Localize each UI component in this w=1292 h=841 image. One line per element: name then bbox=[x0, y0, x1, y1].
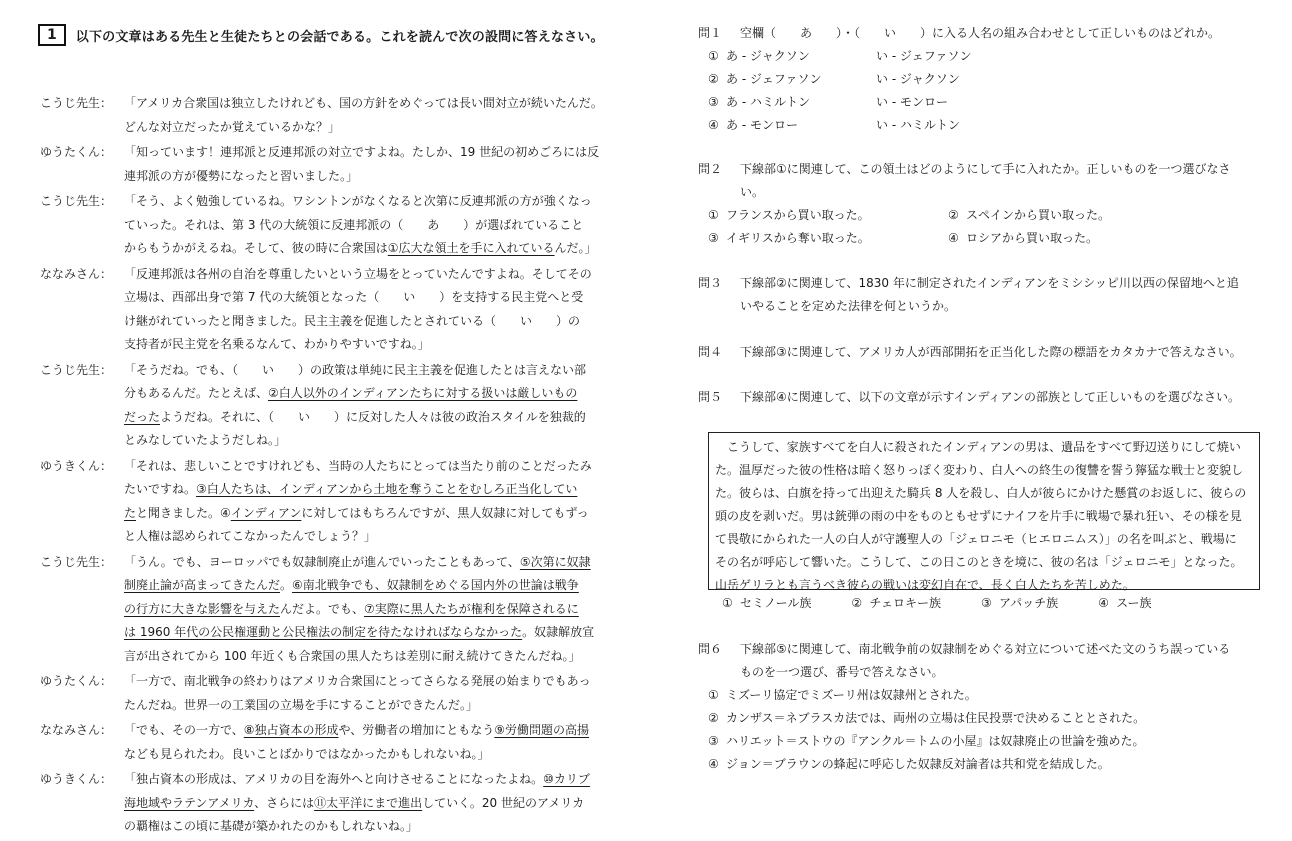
text-segment: 言が出されてから 100 年近くも合衆国の黒人たちは差別に耐え続けてきたんだね。」 bbox=[124, 648, 581, 663]
text-segment: 「そう、よく勉強しているね。ワシントンがなくなると次第に反連邦派の方が強くなっ bbox=[124, 194, 592, 208]
dialogue bbox=[40, 92, 625, 841]
option-item bbox=[948, 204, 1188, 227]
question-text: 下線部⑤に関連して、南北戦争前の奴隷制をめぐる対立について述べた文のうち誤っている bbox=[740, 642, 1231, 656]
text-segment: たいですね。 bbox=[124, 482, 197, 496]
speech-line bbox=[124, 406, 625, 430]
right-page bbox=[650, 0, 1292, 800]
option-number: ① bbox=[708, 688, 719, 702]
dialogue-turn bbox=[40, 455, 625, 549]
speech-line bbox=[124, 165, 625, 189]
passage-line: 山岳ゲリラとも言うべき彼らの戦いは変幻自在で、長く白人たちを苦しめた。 bbox=[715, 578, 1135, 592]
underlined-phrase: ③白人たちは、インディアンから土地を奪うことをむしろ正当化してい bbox=[196, 482, 578, 496]
text-segment: 「そうだね。でも、（ い ）の政策は単純に民主主義を促進したとは言えない部 bbox=[124, 362, 587, 377]
text-segment: と聞きました。④ bbox=[136, 505, 231, 520]
speech-text bbox=[124, 359, 625, 453]
option-a: あ - ジャクソン bbox=[726, 49, 810, 63]
dialogue-turn bbox=[40, 551, 625, 669]
dialogue-turn bbox=[40, 141, 625, 188]
passage-box bbox=[708, 432, 1260, 590]
underlined-phrase: の行方に大きな影響を与えた bbox=[124, 601, 281, 616]
dialogue-turn bbox=[40, 263, 625, 357]
question-text: 空欄（ あ ）・（ い ）に入る人名の組み合わせとして正しいものはどれか。 bbox=[740, 26, 1221, 40]
left-page bbox=[0, 0, 640, 833]
underlined-phrase: インディアン bbox=[230, 505, 302, 520]
text-segment: 「でも、その一方で、 bbox=[124, 723, 244, 737]
passage-line: こうして、家族すべてを白人に殺されたインディアンの男は、遺品をすべて野辺送りにして焼い bbox=[715, 440, 1241, 454]
speech-text bbox=[124, 768, 625, 839]
underlined-phrase: は 1960 年代の公民権運動と公民権法の制定を待たなければならなかった bbox=[124, 625, 523, 639]
underlined-phrase: 海地域やラテンアメリカ bbox=[124, 795, 255, 810]
passage-line: て畏敬にかられた一人の白人が守護聖人の「ジェロニモ（ヒエロニムス）」の名を叫ぶと、戦場に bbox=[715, 532, 1237, 546]
question-label: 問２ bbox=[698, 162, 723, 176]
speech-text bbox=[124, 190, 625, 261]
option-number: ② bbox=[708, 711, 719, 725]
text-segment: や、労働者の増加にともなう bbox=[338, 723, 495, 737]
option-text: アパッチ族 bbox=[999, 596, 1059, 610]
option-item bbox=[981, 594, 1058, 611]
option-item bbox=[851, 594, 941, 611]
underlined-phrase: た bbox=[124, 505, 137, 520]
text-segment: たんだね。世界一の工業国の立場を手にすることができたんだ。」 bbox=[124, 697, 479, 712]
option-number: ③ bbox=[981, 596, 992, 610]
question-text-cont: いやることを定めた法律を何というか。 bbox=[740, 299, 957, 313]
speech-line bbox=[124, 719, 625, 743]
underlined-phrase: ⑤次第に奴隷 bbox=[519, 554, 591, 569]
option-list bbox=[708, 45, 1258, 137]
question-text: 下線部③に関連して、アメリカ人が西部開拓を正当化した際の標語をカタカナで答えなさい。 bbox=[740, 345, 1242, 359]
speech-line bbox=[124, 792, 625, 816]
text-segment: け継がれていったと聞きました。民主主義を促進したとされている（ い ）の bbox=[124, 313, 581, 328]
speech-line bbox=[124, 429, 625, 453]
speaker-name: こうじ先生： bbox=[40, 362, 113, 377]
option-number: ② bbox=[708, 72, 719, 86]
speaker-name: ゆうたくん： bbox=[40, 145, 113, 159]
option-item bbox=[948, 227, 1188, 250]
option-item bbox=[708, 114, 1258, 137]
option-number: ① bbox=[708, 49, 719, 63]
text-segment: していく。20 世紀のアメリカ bbox=[422, 795, 585, 810]
text-segment: どんな対立だったか覚えているかな？」 bbox=[124, 119, 341, 134]
speech-line bbox=[124, 92, 625, 116]
option-a: あ - ハミルトン bbox=[726, 95, 810, 109]
speaker-name: ななみさん： bbox=[40, 723, 113, 737]
question-5 bbox=[698, 386, 1258, 409]
speech-text bbox=[124, 670, 625, 717]
underlined-phrase: ⑪太平洋にまで進出 bbox=[314, 795, 423, 810]
text-segment: 「一方で、南北戦争の終わりはアメリカ合衆国にとってさらなる発展の始まりでもあっ bbox=[124, 674, 591, 688]
option-item bbox=[708, 730, 1258, 753]
text-segment: 「アメリカ合衆国は独立したけれども、国の方針をめぐっては長い間対立が続いたんだ。 bbox=[124, 96, 603, 110]
option-text: セミノール族 bbox=[740, 596, 812, 610]
speech-line bbox=[124, 551, 625, 575]
speech-line bbox=[124, 502, 625, 526]
option-item bbox=[708, 204, 948, 227]
speech-line bbox=[124, 670, 625, 694]
option-text: フランスから買い取った。 bbox=[726, 208, 870, 222]
option-a: あ - ジェファソン bbox=[726, 72, 822, 86]
option-item bbox=[708, 753, 1258, 776]
question-number-box: 1 bbox=[38, 24, 66, 46]
passage-line: 頭の皮を剥いだ。男は銃弾の雨の中をものともせずにナイフを片手に戦場で暴れ狂い、その様を見 bbox=[715, 509, 1242, 523]
speech-line bbox=[124, 382, 625, 406]
speech-line bbox=[124, 190, 625, 214]
question-label: 問１ bbox=[698, 26, 723, 40]
text-segment: 。奴隷解放宣 bbox=[522, 625, 595, 639]
question-text-cont: ものを一つ選び、番号で答えなさい。 bbox=[740, 665, 944, 679]
option-number: ④ bbox=[948, 231, 959, 245]
question-3 bbox=[698, 272, 1258, 318]
option-text: スペインから買い取った。 bbox=[966, 208, 1111, 222]
question-label: 問５ bbox=[698, 390, 723, 404]
speech-line bbox=[124, 263, 625, 287]
option-text: ロシアから買い取った。 bbox=[966, 231, 1099, 245]
passage-line: た。彼らは、白旗を持って出迎えた騎兵 8 人を殺し、白人が彼らにかけた懸賞のお返しに、彼らの bbox=[715, 486, 1247, 500]
dialogue-turn bbox=[40, 719, 625, 766]
text-segment: ていった。それは、第 3 代の大統領に反連邦派の（ あ ）が選ばれていること bbox=[124, 217, 584, 232]
option-list bbox=[708, 204, 1258, 250]
underlined-phrase: ⑧独占資本の形成 bbox=[243, 723, 339, 737]
underlined-phrase: 制廃止論が高まってきたんだ bbox=[124, 578, 281, 592]
speech-line bbox=[124, 286, 625, 310]
underlined-phrase: ⑦実際に黒人たちが権利を保障されるに bbox=[364, 601, 579, 616]
option-item bbox=[708, 68, 1258, 91]
passage-line: その名が呼応して響いた。こうして、この日このときを境に、彼の名は「ジェロニモ」となった。 bbox=[715, 555, 1243, 569]
text-segment: の覇権はこの頃に基礎が築かれたのかもしれないね。」 bbox=[124, 819, 419, 833]
dialogue-turn bbox=[40, 670, 625, 717]
speech-text bbox=[124, 455, 625, 549]
speech-line bbox=[124, 116, 625, 140]
option-item bbox=[708, 707, 1258, 730]
option-number: ② bbox=[851, 596, 863, 610]
option-number: ③ bbox=[708, 95, 719, 109]
speaker-name: ゆうきくん： bbox=[40, 458, 113, 473]
option-number: ① bbox=[708, 208, 719, 222]
question-text: 下線部④に関連して、以下の文章が示すインディアンの部族として正しいものを選びなさい。 bbox=[740, 390, 1241, 404]
text-segment: 分もあるんだ。たとえば、 bbox=[124, 386, 269, 400]
speech-line bbox=[124, 141, 625, 165]
question-label: 問６ bbox=[698, 642, 723, 656]
speech-line bbox=[124, 455, 625, 479]
option-number: ③ bbox=[708, 734, 719, 748]
speech-line bbox=[124, 310, 625, 334]
speech-line bbox=[124, 694, 625, 718]
option-item bbox=[708, 684, 1258, 707]
question-text: 下線部②に関連して、1830 年に制定されたインディアンをミシシッピ川以西の保留地へと追 bbox=[740, 276, 1239, 290]
speech-line bbox=[124, 237, 625, 261]
text-segment: 「知っています！連邦派と反連邦派の対立ですよね。たしか、19 世紀の初めごろには反 bbox=[124, 145, 600, 159]
text-segment: に対してはもちろんですが、黒人奴隷に対してもずっ bbox=[301, 505, 589, 520]
text-segment: 。 bbox=[280, 578, 293, 592]
speech-line bbox=[124, 574, 625, 598]
underlined-phrase: だった bbox=[124, 409, 161, 424]
text-segment: 立場は、西部出身で第 7 代の大統領となった（ い ）を支持する民主党へと受 bbox=[124, 290, 584, 304]
passage-line: た。温厚だった彼の性格は暗く怒りっぽく変わり、白人への終生の復讐を誓う獰猛な戦士と変貌し bbox=[715, 463, 1244, 477]
text-segment: 支持者が民主党を名乗るなんて、わかりやすいですね。」 bbox=[124, 337, 430, 351]
option-text: ジョン＝ブラウンの蜂起に呼応した奴隷反対論者は共和党を結成した。 bbox=[726, 757, 1110, 771]
text-segment: 「独占資本の形成は、アメリカの目を海外へと向けさせることになったよね。 bbox=[124, 772, 544, 786]
option-text: スー族 bbox=[1116, 596, 1152, 610]
dialogue-turn bbox=[40, 768, 625, 839]
instruction-text: 以下の文章はある先生と生徒たちとの会話である。これを読んで次の設問に答えなさい。 bbox=[75, 29, 604, 45]
option-a: あ - モンロー bbox=[726, 118, 798, 132]
text-segment: と人権は認められてこなかったんでしょう？」 bbox=[124, 529, 377, 543]
speech-line bbox=[124, 359, 625, 383]
text-segment: 「反連邦派は各州の自治を尊重したいという立場をとっていたんですよね。そしてその bbox=[124, 266, 592, 281]
speech-text bbox=[124, 719, 625, 766]
speech-line bbox=[124, 743, 625, 767]
option-number: ④ bbox=[708, 118, 719, 132]
dialogue-turn bbox=[40, 190, 625, 261]
option-number: ④ bbox=[1098, 596, 1109, 610]
speech-line bbox=[124, 333, 625, 357]
speaker-name: こうじ先生： bbox=[40, 554, 113, 569]
text-segment: んだよ。でも、 bbox=[280, 601, 365, 616]
question-text: 下線部①に関連して、この領土はどのようにして手に入れたか。正しいものを一つ選びなさ bbox=[740, 162, 1231, 176]
speech-line bbox=[124, 598, 625, 622]
option-text: チェロキー族 bbox=[869, 596, 942, 610]
question-1 bbox=[698, 22, 1258, 137]
option-text: ミズーリ協定でミズーリ州は奴隷州とされた。 bbox=[726, 688, 977, 702]
option-list bbox=[708, 684, 1258, 776]
text-segment: なども見られたわ。良いことばかりではなかったかもしれないね。」 bbox=[124, 746, 490, 761]
text-segment: 「それは、悲しいことですけれども、当時の人たちにとっては当たり前のことだったみ bbox=[124, 458, 592, 473]
option-b: い - ジャクソン bbox=[876, 72, 960, 86]
underlined-phrase: ①広大な領土を手に入れている bbox=[387, 241, 555, 255]
option-item bbox=[708, 91, 1258, 114]
question-4 bbox=[698, 341, 1258, 364]
option-item bbox=[708, 45, 1258, 68]
speech-line bbox=[124, 768, 625, 792]
option-number: ② bbox=[948, 208, 959, 222]
speaker-name: ななみさん： bbox=[40, 266, 113, 281]
dialogue-turn bbox=[40, 92, 625, 139]
speech-line bbox=[124, 214, 625, 238]
option-b: い - モンロー bbox=[876, 95, 948, 109]
speech-line bbox=[124, 815, 625, 839]
speech-line bbox=[124, 645, 625, 669]
speaker-name: こうじ先生： bbox=[40, 96, 113, 110]
option-b: い - ジェファソン bbox=[876, 49, 972, 63]
speech-text bbox=[124, 551, 625, 669]
text-segment: 、さらには bbox=[254, 795, 315, 810]
speech-line bbox=[124, 525, 625, 549]
option-number: ① bbox=[722, 596, 733, 610]
text-segment: 「うん。でも、ヨーロッパでも奴隷制廃止が進んでいったこともあって、 bbox=[124, 554, 520, 569]
text-segment: とみなしていたようだしね。」 bbox=[124, 433, 287, 447]
speaker-name: ゆうたくん： bbox=[40, 674, 113, 688]
option-text: イギリスから奪い取った。 bbox=[726, 231, 870, 245]
text-segment: 連邦派の方が優勢になったと習いました。」 bbox=[124, 168, 359, 183]
speech-text bbox=[124, 141, 625, 188]
option-number: ④ bbox=[708, 757, 719, 771]
question-text-cont: い。 bbox=[740, 185, 765, 199]
option-text: ハリエット＝ストウの『アンクル＝トムの小屋』は奴隷廃止の世論を強めた。 bbox=[726, 734, 1145, 748]
option-list bbox=[722, 594, 1152, 611]
question-header bbox=[38, 24, 604, 46]
speaker-name: ゆうきくん： bbox=[40, 772, 113, 786]
question-label: 問４ bbox=[698, 345, 723, 359]
speech-text bbox=[124, 263, 625, 357]
text-segment: ようだね。それに、（ い ）に反対した人々は彼の政治スタイルを独裁的 bbox=[160, 409, 586, 424]
underlined-phrase: ②白人以外のインディアンたちに対する扱いは厳しいもの bbox=[268, 386, 578, 400]
dialogue-turn bbox=[40, 359, 625, 453]
speech-text bbox=[124, 92, 625, 139]
text-segment: んだ。」 bbox=[554, 241, 597, 255]
option-item bbox=[708, 227, 948, 250]
question-6 bbox=[698, 638, 1258, 776]
underlined-phrase: ⑥南北戦争でも、奴隷制をめぐる国内外の世論は戦争 bbox=[292, 578, 579, 592]
question-label: 問３ bbox=[698, 276, 723, 290]
underlined-phrase: ⑩カリブ bbox=[543, 772, 590, 786]
speaker-name: こうじ先生： bbox=[40, 194, 113, 208]
speech-line bbox=[124, 478, 625, 502]
option-item bbox=[722, 594, 811, 611]
underlined-phrase: ⑨労働問題の高揚 bbox=[494, 723, 590, 737]
option-b: い - ハミルトン bbox=[876, 118, 960, 132]
option-number: ③ bbox=[708, 231, 719, 245]
option-text: カンザス＝ネブラスカ法では、両州の立場は住民投票で決めることとされた。 bbox=[726, 711, 1146, 725]
speech-line bbox=[124, 621, 625, 645]
question-2 bbox=[698, 158, 1258, 250]
option-item bbox=[1098, 594, 1151, 611]
text-segment: からもうかがえるね。そして、彼の時に合衆国は bbox=[124, 241, 388, 255]
